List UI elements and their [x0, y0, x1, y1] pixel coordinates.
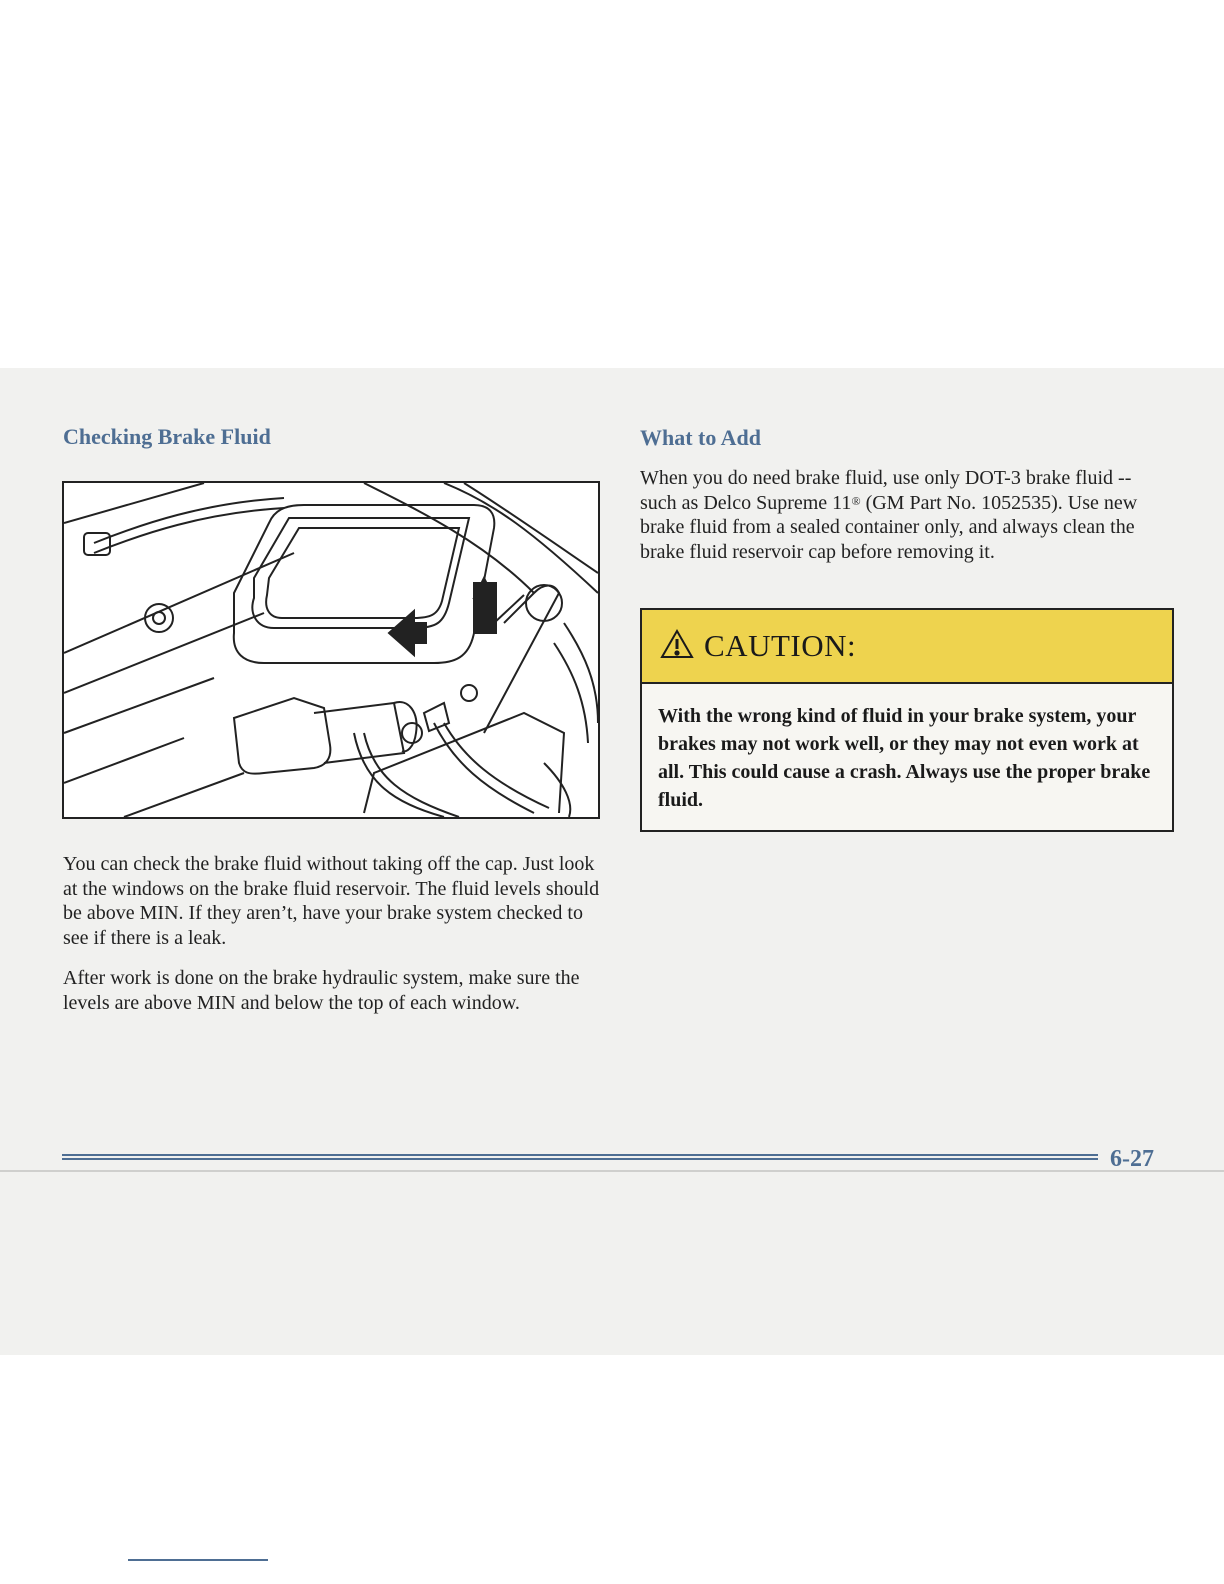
what-to-add-text-2: (GM Part No. 1052535). Use new brake fluid from a sealed container only, and always clean the brake fluid reservoir cap before removing it.: [640, 491, 1138, 563]
after-work-paragraph: After work is done on the brake hydraulic system, make sure the levels are above MIN and below the top of each window.: [63, 967, 580, 1014]
bottom-divider: [128, 1559, 268, 1561]
section-heading-checking: Checking Brake Fluid: [63, 424, 271, 449]
footer-rule: [62, 1154, 1098, 1162]
what-to-add-paragraph: [640, 466, 1160, 564]
brake-fluid-reservoir-illustration: [62, 481, 600, 819]
page-number: 6-27: [1110, 1146, 1154, 1172]
caution-box: [640, 608, 1174, 832]
warning-triangle-icon: [660, 629, 694, 664]
check-fluid-paragraph: You can check the brake fluid without taking off the cap. Just look at the windows on the brake fluid reservoir. The fluid levels should be above MIN. If they aren’t, have your brake system checked to see if there is a leak.: [63, 853, 600, 949]
registered-mark: ®: [851, 493, 861, 508]
caution-text: With the wrong kind of fluid in your brake system, your brakes may not work well, or they may not even work at all. This could cause a crash. Always use the proper brake fluid.: [658, 705, 1151, 811]
caution-title: CAUTION:: [704, 628, 857, 663]
caution-header: [642, 610, 1172, 684]
what-to-add-text-1: When you do need brake fluid, use only DOT-3 brake fluid -- such as Delco Supreme 11: [640, 467, 1132, 514]
page-bottom-edge: [0, 1170, 1224, 1172]
section-heading-what-to-add: What to Add: [640, 425, 762, 450]
